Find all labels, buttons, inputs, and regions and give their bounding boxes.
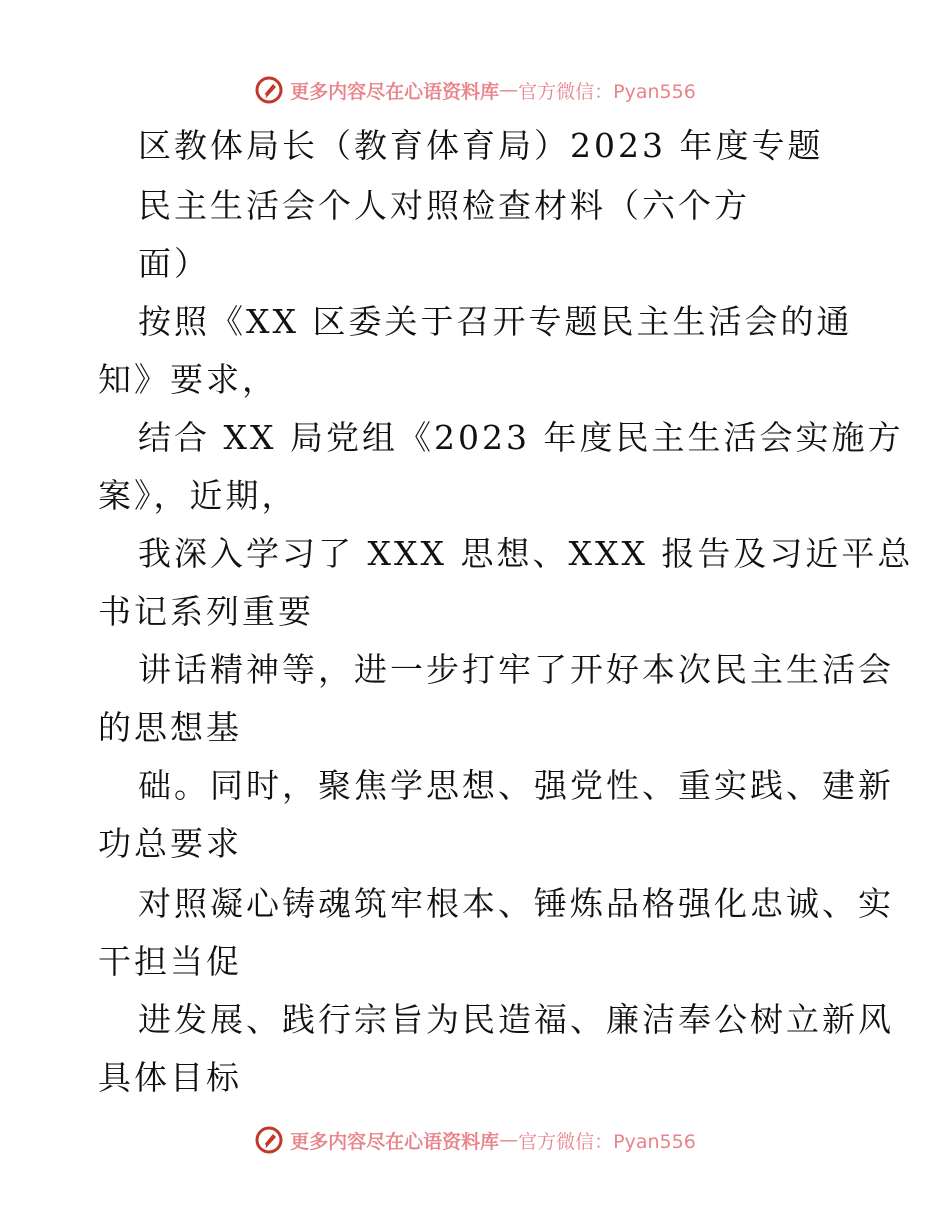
pen-logo-icon — [254, 1125, 284, 1155]
banner-separator: — — [499, 79, 519, 101]
paragraph-line: 础。同时，聚焦学思想、强党性、重实践、建新 — [138, 766, 894, 805]
paragraph-line: 具体目标 — [98, 1058, 242, 1097]
paragraph-line: 的思想基 — [98, 708, 242, 747]
paragraph-line: 我深入学习了 XXX 思想、XXX 报告及习近平总 — [138, 534, 914, 573]
paragraph-line: 结合 XX 局党组《2023 年度民主生活会实施方 — [138, 418, 904, 457]
footer-watermark-banner — [0, 1120, 950, 1160]
paragraph-line: 功总要求 — [98, 824, 242, 863]
banner-wechat-text: 官方微信：Pyan556 — [518, 80, 696, 103]
document-title-line: 区教体局长（教育体育局）2023 年度专题 — [138, 126, 824, 165]
paragraph-line: 书记系列重要 — [98, 592, 314, 631]
paragraph-line: 进发展、践行宗旨为民造福、廉洁奉公树立新风 — [138, 1000, 894, 1039]
banner-brand-text: 更多内容尽在心语资料库 — [290, 80, 500, 103]
paragraph-line: 案》，近期， — [98, 476, 298, 515]
banner-brand-text: 更多内容尽在心语资料库 — [290, 1130, 500, 1153]
banner-separator: — — [499, 1129, 519, 1151]
paragraph-line: 知》要求， — [98, 360, 278, 399]
paragraph-line: 对照凝心铸魂筑牢根本、锤炼品格强化忠诚、实 — [138, 884, 894, 923]
document-title-line: 面） — [138, 244, 210, 283]
document-title-line: 民主生活会个人对照检查材料（六个方 — [138, 186, 750, 225]
paragraph-line: 干担当促 — [98, 942, 242, 981]
banner-wechat-text: 官方微信：Pyan556 — [518, 1130, 696, 1153]
paragraph-line: 讲话精神等，进一步打牢了开好本次民主生活会 — [138, 650, 894, 689]
header-watermark-banner — [0, 70, 950, 110]
pen-logo-icon — [254, 75, 284, 105]
paragraph-line: 按照《XX 区委关于召开专题民主生活会的通 — [138, 302, 853, 341]
